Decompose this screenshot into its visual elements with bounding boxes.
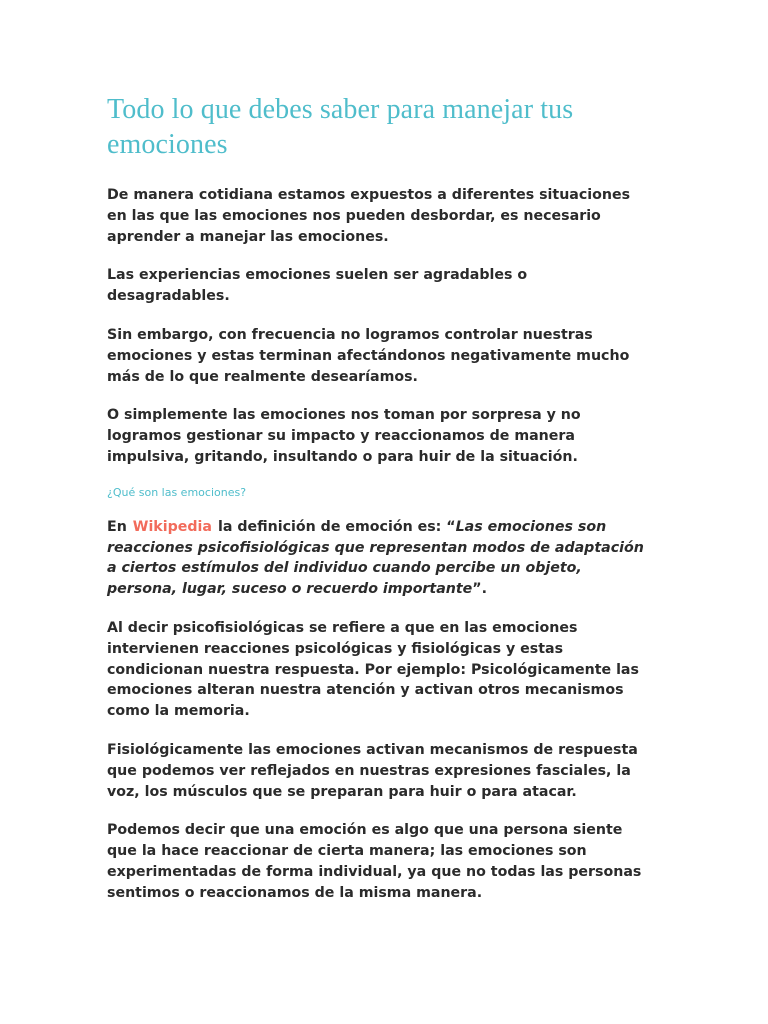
paragraph-body-3: Podemos decir que una emoción es algo que una persona siente que la hace reaccionar de cierta manera; las emociones son experimentadas de forma individual, ya que no todas las personas sentimos o reaccionamos de la misma manera. (107, 822, 642, 901)
definition-middle: la definición de emoción es: “ (217, 518, 456, 535)
document-page (107, 92, 652, 922)
paragraph-body-2: Fisiológicamente las emociones activan mecanismos de respuesta que podemos ver reflejados en nuestras expresiones fasciales, la voz, los músculos que se preparan para huir o para atacar. (107, 741, 638, 800)
paragraph-intro-2: Las experiencias emociones suelen ser agradables o desagradables. (107, 267, 528, 305)
definition-prefix: En (107, 518, 127, 535)
definition-quote: Las emociones son reacciones psicofisiológicas que representan modos de adaptación a ciertos estímulos del individuo cuando percibe un objeto, persona, lugar, suceso o recuerdo importante (107, 518, 644, 598)
paragraph-intro-4: O simplemente las emociones nos toman por sorpresa y no logramos gestionar su impacto y reaccionamos de manera impulsiva, gritando, insultando o para huir de la situación. (107, 407, 581, 465)
section-subheading: ¿Qué son las emociones? (107, 485, 247, 499)
wikipedia-link[interactable]: Wikipedia (132, 518, 212, 535)
paragraph-intro-1: De manera cotidiana estamos expuestos a diferentes situaciones en las que las emociones nos pueden desbordar, es necesario aprender a manejar las emociones. (107, 187, 631, 245)
definition-paragraph (107, 517, 652, 600)
definition-suffix: ”. (472, 581, 488, 598)
page-title: Todo lo que debes saber para manejar tus emociones (107, 94, 574, 160)
paragraph-intro-3: Sin embargo, con frecuencia no logramos controlar nuestras emociones y estas terminan afectándonos negativamente mucho más de lo que realmente desearíamos. (107, 326, 630, 385)
paragraph-body-1: Al decir psicofisiológicas se refiere a que en las emociones intervienen reacciones psicológicas y fisiológicas y estas condicionan nuestra respuesta. Por ejemplo: Psicológicamente las emociones alteran nuestra atención y activan otros mecanismos como la memoria. (107, 619, 639, 720)
